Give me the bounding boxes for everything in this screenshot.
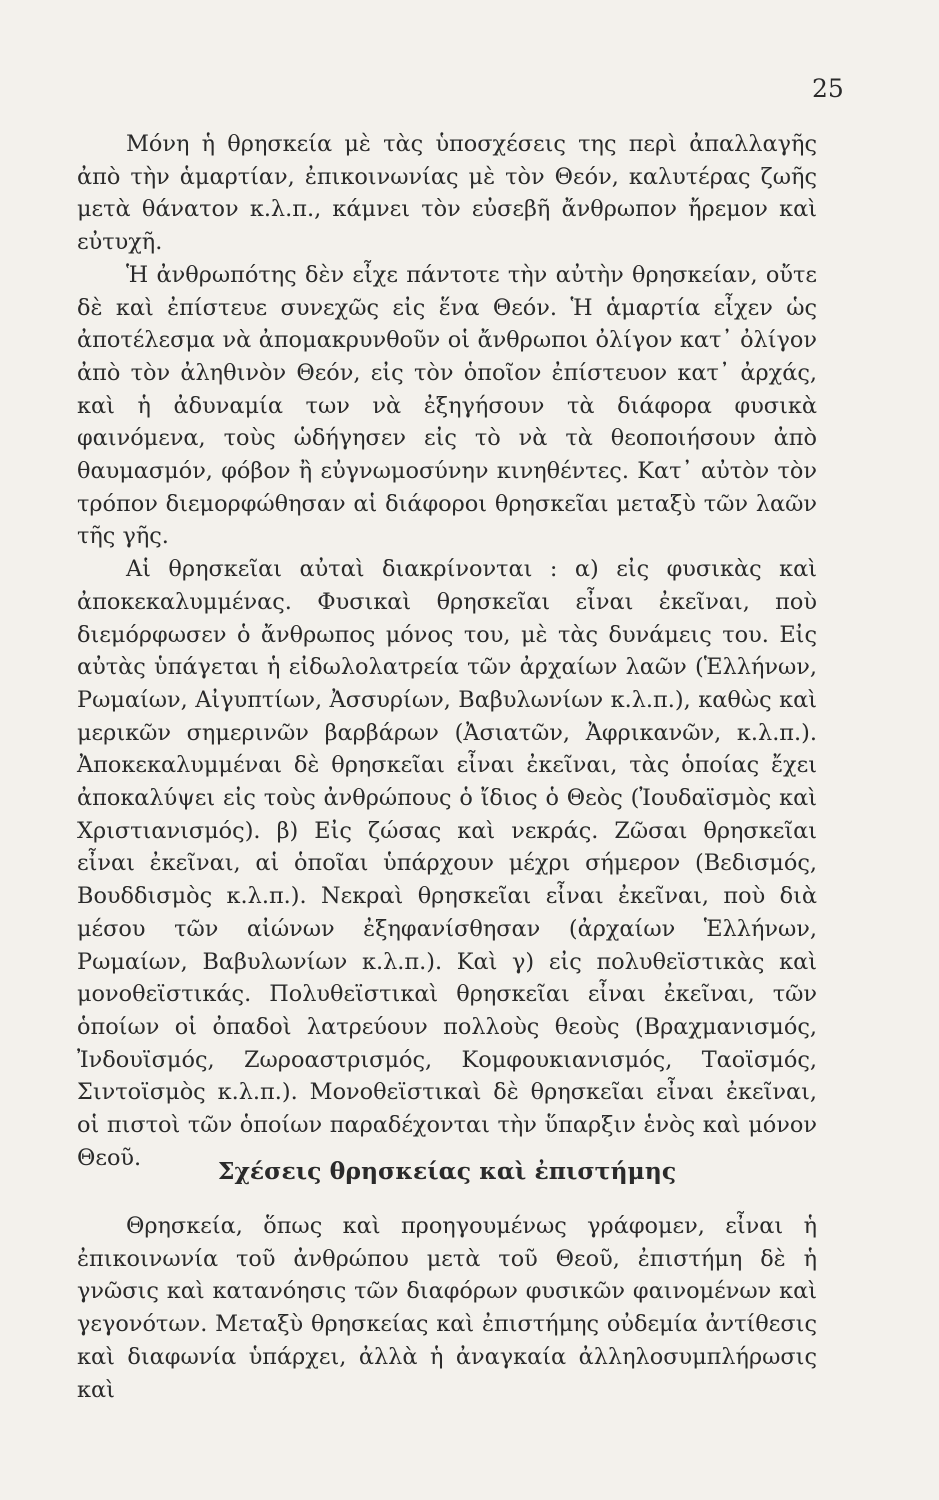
paragraph-humanity-religion: Ἡ ἀνθρωπότης δὲν εἶχε πάντοτε τὴν αὐτὴν θρησκείαν, οὔτε δὲ καὶ ἐπίστευε συνεχῶς εἰς ἕνα Θεόν. Ἡ ἁμαρτία εἶχεν ὡς ἀποτέλεσμα νὰ ἀπομακρυνθοῦν οἱ ἄνθρωποι ὀλίγον κατ᾽ ὀλίγον ἀπὸ τὸν ἀληθινὸν Θεόν, εἰς τὸν ὁποῖον ἐπίστευον κατ᾽ ἀρχάς, καὶ ἡ ἀδυναμία των νὰ ἐξηγήσουν τὰ διάφορα φυσικὰ φαινόμενα, τοὺς ὡδήγησεν εἰς τὸ νὰ τὰ θεοποιήσουν ἀπὸ θαυμασμόν, φόβον ἢ εὐγνωμοσύνην κινηθέντες. Κατ᾽ αὐτὸν τὸν τρόπον διεμορφώθησαν αἱ διάφοροι θρησκεῖαι μεταξὺ τῶν λαῶν τῆς γῆς. bbox=[77, 261, 817, 550]
paragraph-religion-types: Αἱ θρησκεῖαι αὐταὶ διακρίνονται : α) εἰς φυσικὰς καὶ ἀποκεκαλυμμένας. Φυσικαὶ θρησκεῖαι εἶναι ἐκεῖναι, ποὺ διεμόρφωσεν ὁ ἄνθρωπος μόνος του, μὲ τὰς δυνάμεις του. Εἰς αὐτὰς ὑπάγεται ἡ εἰδωλολατρεία τῶν ἀρχαίων λαῶν (Ἑλλήνων, Ρωμαίων, Αἰγυπτίων, Ἀσσυρίων, Βαβυλωνίων κ.λ.π.), καθὼς καὶ μερικῶν σημερινῶν βαρβάρων (Ἀσιατῶν, Ἀφρικανῶν, κ.λ.π.). Ἀποκεκαλυμμέναι δὲ θρησκεῖαι εἶναι ἐκεῖναι, τὰς ὁποίας ἔχει ἀποκαλύψει εἰς τοὺς ἀνθρώπους ὁ ἴδιος ὁ Θεὸς (Ἰουδαϊσμὸς καὶ Χριστιανισμός). β) Εἰς ζώσας καὶ νεκράς. Ζῶσαι θρησκεῖαι εἶναι ἐκεῖναι, αἱ ὁποῖαι ὑπάρχουν μέχρι σήμερον (Βεδισμός, Βουδδισμὸς κ.λ.π.). Νεκραὶ θρησκεῖαι εἶναι ἐκεῖναι, ποὺ διὰ μέσου τῶν αἰώνων ἐξηφανίσθησαν (ἀρχαίων Ἑλλήνων, Ρωμαίων, Βαβυλωνίων κ.λ.π.). Καὶ γ) εἰς πολυθεϊστικὰς καὶ μονοθεϊστικάς. Πολυθεϊστικαὶ θρησκεῖαι εἶναι ἐκεῖναι, τῶν ὁποίων οἱ ὀπαδοὶ λατρεύουν πολλοὺς θεοὺς (Βραχμανισμός, Ἰνδουϊσμός, Ζωροαστρισμός, Κομφουκιανισμός, Ταοϊσμός, Σιντοϊσμὸς κ.λ.π.). Μονοθεϊστικαὶ δὲ θρησκεῖαι εἶναι ἐκεῖναι, οἱ πιστοὶ τῶν ὁποίων παραδέχονται τὴν ὕπαρξιν ἑνὸς καὶ μόνον Θεοῦ. bbox=[77, 556, 817, 1171]
section-heading: Σχέσεις θρησκείας καὶ ἐπιστήμης bbox=[217, 1157, 677, 1185]
page-number: 25 bbox=[812, 74, 844, 103]
body-text bbox=[77, 128, 817, 1175]
section-body bbox=[77, 1210, 817, 1406]
paragraph-religion-science: Θρησκεία, ὅπως καὶ προηγουμένως γράφομεν, εἶναι ἡ ἐπικοινωνία τοῦ ἀνθρώπου μετὰ τοῦ Θεοῦ, ἐπιστήμη δὲ ἡ γνῶσις καὶ κατανόησις τῶν διαφόρων φυσικῶν φαινομένων καὶ γεγονότων. Μεταξὺ θρησκείας καὶ ἐπιστήμης οὐδεμία ἀντίθεσις καὶ διαφωνία ὑπάρχει, ἀλλὰ ἡ ἀναγκαία ἀλληλοσυμπλήρωσις καὶ bbox=[77, 1213, 817, 1403]
paragraph-salvation: Μόνη ἡ θρησκεία μὲ τὰς ὑποσχέσεις της περὶ ἀπαλλαγῆς ἀπὸ τὴν ἁμαρτίαν, ἐπικοινωνίας μὲ τὸν Θεόν, καλυτέρας ζωῆς μετὰ θάνατον κ.λ.π., κάμνει τὸν εὐσεβῆ ἄνθρωπον ἤρεμον καὶ εὐτυχῆ. bbox=[77, 131, 817, 256]
